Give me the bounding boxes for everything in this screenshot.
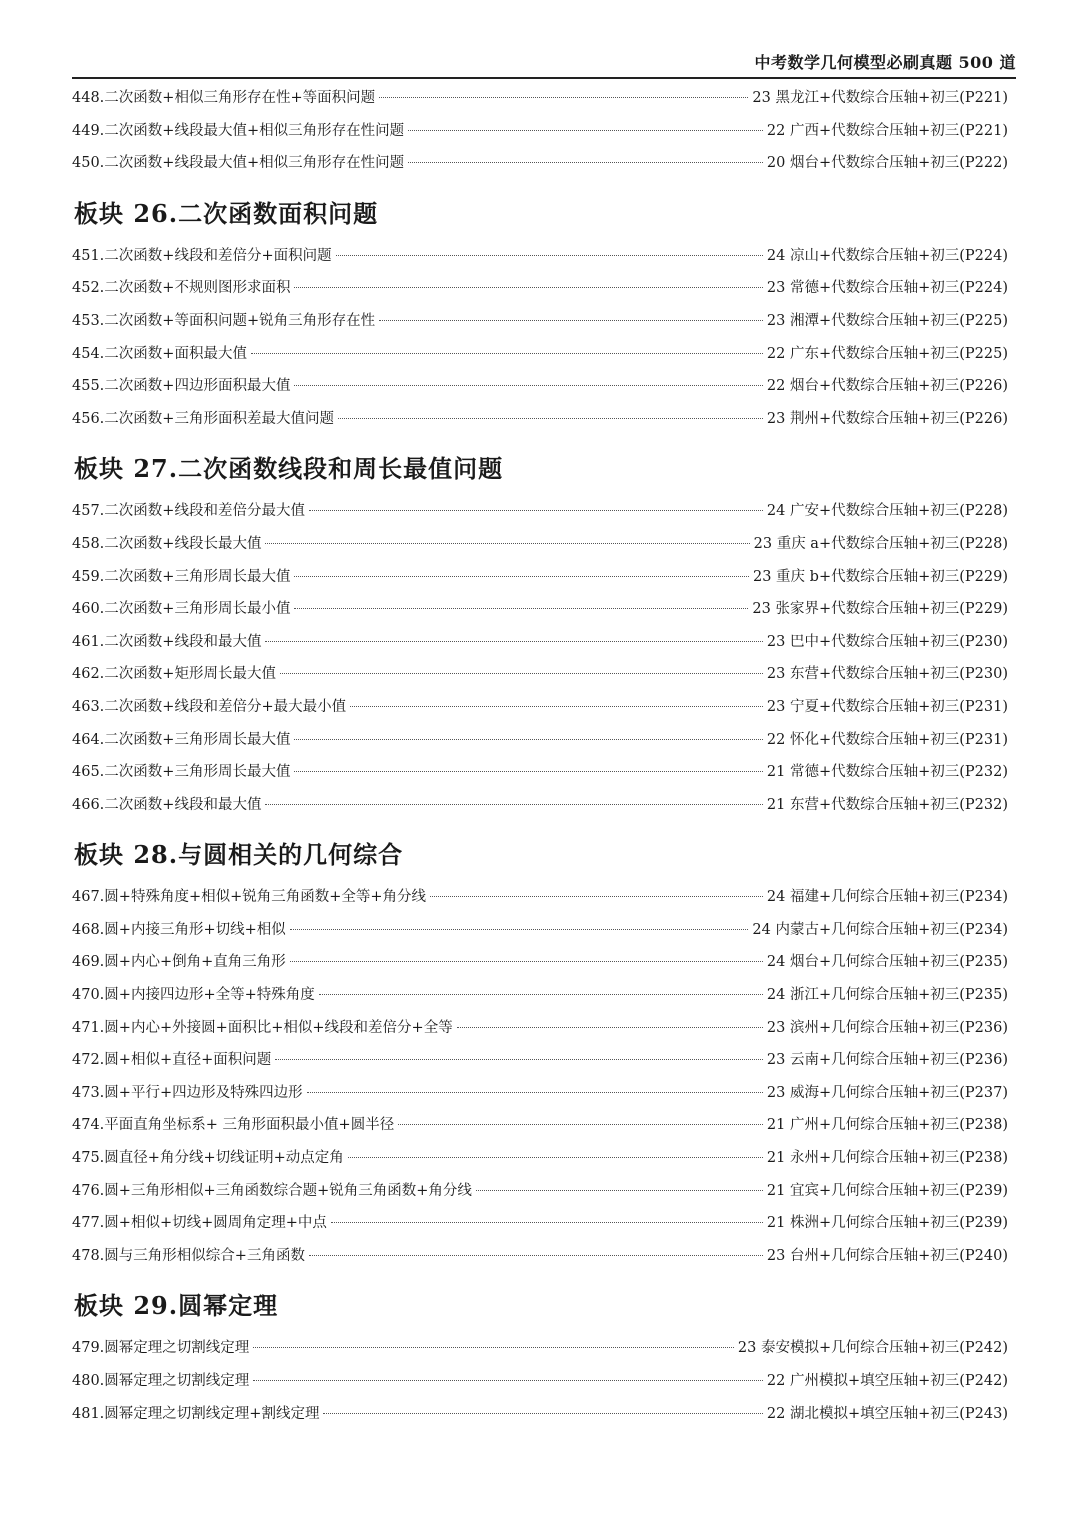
toc-entry xyxy=(72,724,1008,757)
dot-leader xyxy=(476,1190,763,1191)
entry-topic: 圆幂定理之切割线定理 xyxy=(104,1340,250,1357)
toc-entry xyxy=(72,370,1008,403)
entry-topic: 圆+相似+直径+面积问题 xyxy=(104,1052,272,1069)
entry-topic: 二次函数+三角形周长最大值 xyxy=(104,731,291,748)
entry-topic: 二次函数+线段长最大值 xyxy=(104,535,262,552)
entry-number: 465. xyxy=(72,764,105,781)
entry-number: 473. xyxy=(72,1084,105,1101)
dot-leader xyxy=(319,994,763,995)
entry-number: 472. xyxy=(72,1052,105,1069)
entry-topic: 二次函数+线段和最大值 xyxy=(104,633,262,650)
toc-entry xyxy=(72,691,1008,724)
entry-number: 467. xyxy=(72,889,105,906)
toc-entry xyxy=(72,789,1008,822)
entry-topic: 二次函数+面积最大值 xyxy=(104,345,247,362)
entry-number: 468. xyxy=(72,921,105,938)
entry-source: 23 张家界+代数综合压轴+初三(P229) xyxy=(752,601,1008,618)
entry-topic: 二次函数+三角形面积差最大值问题 xyxy=(104,410,334,427)
dot-leader xyxy=(265,804,762,805)
dot-leader xyxy=(294,287,762,288)
entry-source: 22 广东+代数综合压轴+初三(P225) xyxy=(766,345,1008,362)
entry-source: 23 巴中+代数综合压轴+初三(P230) xyxy=(766,633,1008,650)
entry-number: 481. xyxy=(72,1405,105,1422)
entry-source: 24 烟台+几何综合压轴+初三(P235) xyxy=(766,954,1008,971)
entry-source: 24 浙江+几何综合压轴+初三(P235) xyxy=(766,987,1008,1004)
toc-entry xyxy=(72,1077,1008,1110)
entry-number: 459. xyxy=(72,568,105,585)
toc-entry xyxy=(72,1207,1008,1240)
toc-entry xyxy=(72,115,1008,148)
entry-topic: 二次函数+三角形周长最小值 xyxy=(104,601,291,618)
entry-number: 461. xyxy=(72,633,105,650)
toc-entry xyxy=(72,1109,1008,1142)
dot-leader xyxy=(408,130,763,131)
entry-number: 471. xyxy=(72,1019,105,1036)
entry-source: 23 湘潭+代数综合压轴+初三(P225) xyxy=(766,312,1008,329)
entry-source: 24 凉山+代数综合压轴+初三(P224) xyxy=(766,247,1008,264)
entry-number: 466. xyxy=(72,796,105,813)
toc-section xyxy=(72,435,1008,821)
entry-topic: 二次函数+线段和最大值 xyxy=(104,796,262,813)
toc-entry xyxy=(72,528,1008,561)
toc-entry xyxy=(72,593,1008,626)
entry-number: 455. xyxy=(72,378,105,395)
toc-entry xyxy=(72,1044,1008,1077)
toc-entry xyxy=(72,240,1008,273)
entry-number: 479. xyxy=(72,1340,105,1357)
entry-topic: 二次函数+线段和差倍分+面积问题 xyxy=(104,247,332,264)
toc-entry xyxy=(72,1142,1008,1175)
dot-leader xyxy=(265,641,762,642)
entry-source: 21 东营+代数综合压轴+初三(P232) xyxy=(766,796,1008,813)
section-title: 板块 28.与圆相关的几何综合 xyxy=(74,840,404,870)
toc-entry xyxy=(72,881,1008,914)
entry-topic: 圆+三角形相似+三角函数综合题+锐角三角函数+角分线 xyxy=(104,1182,472,1199)
toc-entry xyxy=(72,561,1008,594)
table-of-contents xyxy=(72,82,1008,1430)
entry-number: 451. xyxy=(72,247,105,264)
entry-number: 452. xyxy=(72,280,105,297)
entry-number: 464. xyxy=(72,731,105,748)
entry-topic: 二次函数+三角形周长最大值 xyxy=(104,568,291,585)
section-title: 板块 27.二次函数线段和周长最值问题 xyxy=(74,454,504,484)
running-header: 中考数学几何模型必刷真题 500 道 xyxy=(754,53,1016,72)
entry-topic: 平面直角坐标系+ 三角形面积最小值+圆半径 xyxy=(104,1117,395,1134)
dot-leader xyxy=(253,1380,763,1381)
dot-leader xyxy=(309,1255,763,1256)
dot-leader xyxy=(253,1347,734,1348)
entry-topic: 圆直径+角分线+切线证明+动点定角 xyxy=(104,1150,344,1167)
toc-entry xyxy=(72,946,1008,979)
toc-entry xyxy=(72,1398,1008,1431)
dot-leader xyxy=(350,706,763,707)
entry-topic: 圆+内接四边形+全等+特殊角度 xyxy=(104,987,315,1004)
entry-source: 23 台州+几何综合压轴+初三(P240) xyxy=(766,1247,1008,1264)
dot-leader xyxy=(290,929,749,930)
entry-source: 20 烟台+代数综合压轴+初三(P222) xyxy=(766,155,1008,172)
entry-source: 23 荆州+代数综合压轴+初三(P226) xyxy=(766,410,1008,427)
entry-source: 23 泰安模拟+几何综合压轴+初三(P242) xyxy=(737,1340,1008,1357)
entry-number: 475. xyxy=(72,1150,105,1167)
entry-number: 448. xyxy=(72,90,105,106)
dot-leader xyxy=(379,97,748,98)
entry-number: 453. xyxy=(72,312,105,329)
entry-topic: 圆+相似+切线+圆周角定理+中点 xyxy=(104,1215,327,1232)
entry-number: 470. xyxy=(72,987,105,1004)
entry-source: 23 宁夏+代数综合压轴+初三(P231) xyxy=(766,698,1008,715)
dot-leader xyxy=(336,255,763,256)
toc-entry xyxy=(72,1365,1008,1398)
entry-topic: 圆幂定理之切割线定理+割线定理 xyxy=(104,1405,320,1422)
entry-source: 21 广州+几何综合压轴+初三(P238) xyxy=(766,1117,1008,1134)
toc-entry xyxy=(72,979,1008,1012)
dot-leader xyxy=(398,1124,763,1125)
toc-entry xyxy=(72,147,1008,180)
entry-topic: 圆+内心+倒角+直角三角形 xyxy=(104,954,286,971)
entry-number: 480. xyxy=(72,1373,105,1389)
entry-number: 463. xyxy=(72,698,105,715)
entry-source: 24 福建+几何综合压轴+初三(P234) xyxy=(766,889,1008,906)
entry-topic: 圆+内接三角形+切线+相似 xyxy=(104,921,286,938)
entry-topic: 二次函数+线段最大值+相似三角形存在性问题 xyxy=(104,122,405,139)
dot-leader xyxy=(294,739,762,740)
dot-leader xyxy=(294,576,749,577)
dot-leader xyxy=(294,608,748,609)
entry-source: 23 东营+代数综合压轴+初三(P230) xyxy=(766,666,1008,683)
entry-source: 24 内蒙古+几何综合压轴+初三(P234) xyxy=(752,921,1008,938)
entry-source: 22 广西+代数综合压轴+初三(P221) xyxy=(766,122,1008,139)
entry-number: 462. xyxy=(72,666,105,683)
dot-leader xyxy=(331,1222,763,1223)
toc-entry xyxy=(72,756,1008,789)
dot-leader xyxy=(290,961,763,962)
toc-entry xyxy=(72,272,1008,305)
toc-entry xyxy=(72,626,1008,659)
entry-topic: 圆+内心+外接圆+面积比+相似+线段和差倍分+全等 xyxy=(104,1019,453,1036)
entry-topic: 圆与三角形相似综合+三角函数 xyxy=(104,1247,305,1264)
entry-number: 478. xyxy=(72,1247,105,1264)
entry-number: 454. xyxy=(72,345,105,362)
dot-leader xyxy=(323,1413,762,1414)
entry-topic: 圆+平行+四边形及特殊四边形 xyxy=(104,1084,303,1101)
toc-section xyxy=(72,1272,1008,1430)
entry-source: 23 重庆 a+代数综合压轴+初三(P228) xyxy=(753,535,1008,552)
entry-number: 474. xyxy=(72,1117,105,1134)
dot-leader xyxy=(430,896,763,897)
entry-topic: 二次函数+线段和差倍分最大值 xyxy=(104,503,305,520)
entry-topic: 二次函数+不规则图形求面积 xyxy=(104,280,291,297)
entry-number: 476. xyxy=(72,1182,105,1199)
entry-source: 22 烟台+代数综合压轴+初三(P226) xyxy=(766,378,1008,395)
entry-topic: 二次函数+等面积问题+锐角三角形存在性 xyxy=(104,312,376,329)
entry-source: 21 永州+几何综合压轴+初三(P238) xyxy=(766,1150,1008,1167)
toc-section xyxy=(72,180,1008,436)
toc-entry xyxy=(72,1332,1008,1365)
entry-number: 469. xyxy=(72,954,105,971)
entry-source: 21 宜宾+几何综合压轴+初三(P239) xyxy=(766,1182,1008,1199)
toc-section xyxy=(72,821,1008,1272)
header-rule xyxy=(72,77,1016,79)
toc-entry xyxy=(72,338,1008,371)
dot-leader xyxy=(408,162,763,163)
entry-number: 458. xyxy=(72,535,105,552)
entry-source: 22 广州模拟+填空压轴+初三(P242) xyxy=(766,1373,1008,1389)
entry-number: 450. xyxy=(72,155,105,172)
dot-leader xyxy=(275,1059,763,1060)
dot-leader xyxy=(294,771,762,772)
entry-number: 449. xyxy=(72,122,105,139)
dot-leader xyxy=(294,385,762,386)
dot-leader xyxy=(251,353,763,354)
entry-source: 23 滨州+几何综合压轴+初三(P236) xyxy=(766,1019,1008,1036)
toc-entry xyxy=(72,403,1008,436)
entry-topic: 二次函数+线段最大值+相似三角形存在性问题 xyxy=(104,155,405,172)
entry-number: 460. xyxy=(72,601,105,618)
entry-topic: 二次函数+相似三角形存在性+等面积问题 xyxy=(104,90,376,106)
entry-source: 23 威海+几何综合压轴+初三(P237) xyxy=(766,1084,1008,1101)
entry-number: 477. xyxy=(72,1215,105,1232)
entry-topic: 二次函数+线段和差倍分+最大最小值 xyxy=(104,698,347,715)
entry-number: 456. xyxy=(72,410,105,427)
entry-source: 24 广安+代数综合压轴+初三(P228) xyxy=(766,503,1008,520)
toc-entry xyxy=(72,1240,1008,1273)
toc-entry xyxy=(72,305,1008,338)
toc-entry xyxy=(72,1175,1008,1208)
entry-source: 22 怀化+代数综合压轴+初三(P231) xyxy=(766,731,1008,748)
toc-entry xyxy=(72,495,1008,528)
dot-leader xyxy=(307,1092,763,1093)
entry-topic: 二次函数+四边形面积最大值 xyxy=(104,378,291,395)
dot-leader xyxy=(338,418,763,419)
section-title: 板块 26.二次函数面积问题 xyxy=(74,198,379,228)
toc-entry xyxy=(72,1012,1008,1045)
entry-topic: 圆幂定理之切割线定理 xyxy=(104,1373,250,1389)
entry-source: 21 常德+代数综合压轴+初三(P232) xyxy=(766,764,1008,781)
entry-source: 23 常德+代数综合压轴+初三(P224) xyxy=(766,280,1008,297)
entry-topic: 二次函数+矩形周长最大值 xyxy=(104,666,276,683)
entry-source: 23 重庆 b+代数综合压轴+初三(P229) xyxy=(753,568,1008,585)
toc-entry xyxy=(72,658,1008,691)
dot-leader xyxy=(265,543,749,544)
toc-entry xyxy=(72,914,1008,947)
dot-leader xyxy=(379,320,763,321)
entry-source: 21 株洲+几何综合压轴+初三(P239) xyxy=(766,1215,1008,1232)
dot-leader xyxy=(348,1157,763,1158)
entry-number: 457. xyxy=(72,503,105,520)
dot-leader xyxy=(309,510,763,511)
entry-source: 22 湖北模拟+填空压轴+初三(P243) xyxy=(766,1405,1008,1422)
entry-topic: 二次函数+三角形周长最大值 xyxy=(104,764,291,781)
dot-leader xyxy=(280,673,763,674)
dot-leader xyxy=(457,1027,763,1028)
toc-section xyxy=(72,82,1008,180)
entry-source: 23 云南+几何综合压轴+初三(P236) xyxy=(766,1052,1008,1069)
section-title: 板块 29.圆幂定理 xyxy=(74,1291,279,1321)
toc-entry xyxy=(72,82,1008,115)
entry-source: 23 黑龙江+代数综合压轴+初三(P221) xyxy=(752,90,1008,106)
entry-topic: 圆+特殊角度+相似+锐角三角函数+全等+角分线 xyxy=(104,889,427,906)
